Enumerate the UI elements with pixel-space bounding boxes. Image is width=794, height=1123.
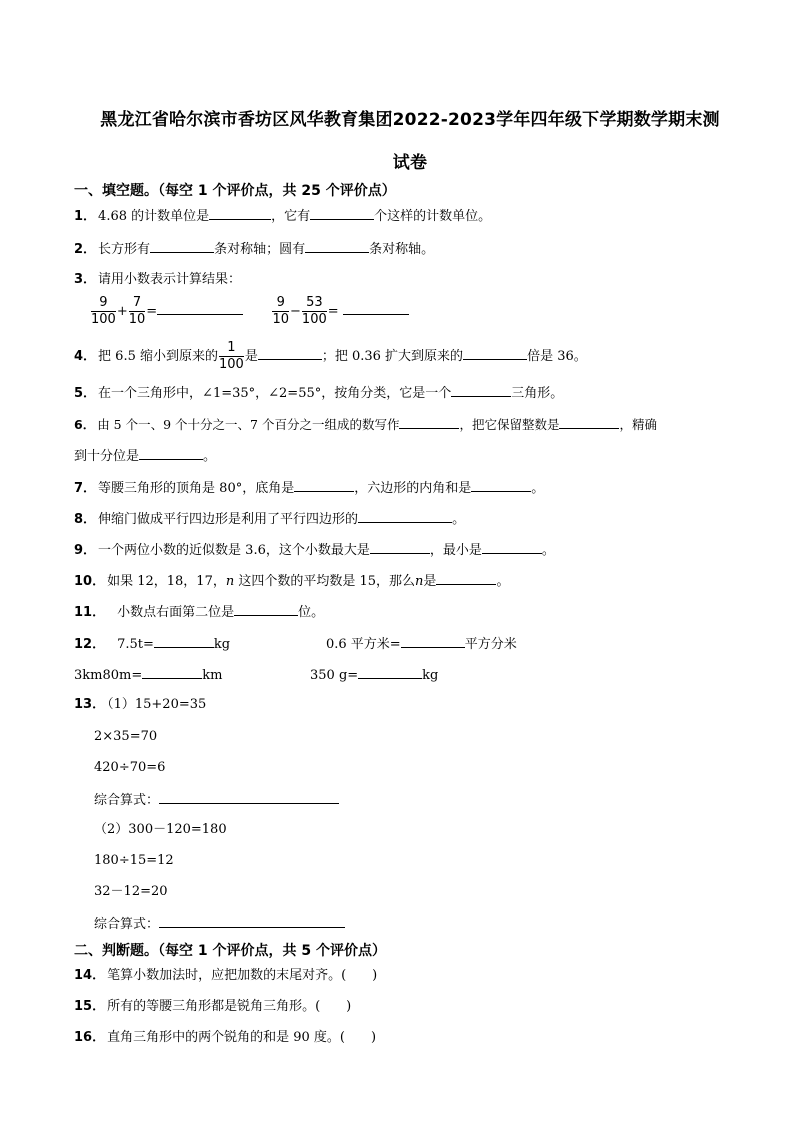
- question-13: [74, 695, 206, 715]
- question-number: 2．: [74, 242, 97, 257]
- question-12: [74, 633, 230, 655]
- question-text: 倍是 36。: [527, 349, 587, 364]
- minus-sign: −: [290, 304, 301, 319]
- question-text: 条对称轴；圆有: [214, 242, 306, 257]
- question-1: [74, 205, 491, 227]
- fraction-denominator: 100: [91, 312, 116, 327]
- question-7: [74, 477, 544, 499]
- question-text: （1）15+20=35: [107, 697, 207, 712]
- answer-blank[interactable]: [471, 477, 531, 492]
- question-text: 在一个三角形中，∠1=35°，∠2=55°，按角分类，它是一个: [98, 386, 452, 401]
- question-number: 13．: [74, 697, 106, 712]
- question-number: 12．: [74, 637, 106, 652]
- question-number: 7．: [74, 481, 97, 496]
- question-4: [74, 340, 587, 374]
- answer-blank[interactable]: [358, 664, 422, 679]
- question-text: 。: [541, 543, 555, 558]
- section-heading-true-false: 二、判断题。（每空 1 个评价点，共 5 个评价点）: [74, 943, 386, 959]
- question-text: 。: [496, 574, 510, 589]
- answer-blank[interactable]: [559, 414, 619, 429]
- question-3: [74, 270, 241, 290]
- question-text: ，六边形的内角和是: [354, 481, 472, 496]
- answer-blank[interactable]: [305, 238, 369, 253]
- question-text: 一个两位小数的近似数是 3.6，这个小数最大是: [98, 543, 370, 558]
- question-2: [74, 238, 434, 260]
- fraction-numerator: 9: [91, 295, 116, 312]
- answer-blank[interactable]: [451, 382, 511, 397]
- question-text: ，把它保留整数是: [459, 417, 560, 432]
- question-number: 10．: [74, 574, 106, 589]
- question-text: 。: [203, 449, 217, 464]
- answer-blank[interactable]: [436, 570, 496, 585]
- question-text: 是: [244, 349, 258, 364]
- unit-label: km: [202, 668, 223, 683]
- calc-step: 420÷70=6: [94, 760, 166, 775]
- plus-sign: +: [116, 304, 128, 319]
- question-6: [74, 414, 657, 435]
- fraction: [129, 295, 146, 328]
- question-text: 到十分位是: [74, 449, 140, 464]
- question-number: 6．: [74, 417, 96, 432]
- question-text: ；把 0.36 扩大到原来的: [321, 349, 464, 364]
- question-text: 位。: [298, 605, 325, 620]
- fraction: [272, 295, 289, 328]
- question-6-continued: [74, 445, 216, 467]
- question-12-part-d: [310, 664, 438, 686]
- fraction-numerator: 7: [129, 295, 146, 312]
- calc-step: 2×35=70: [94, 729, 158, 744]
- fraction-numerator: 1: [219, 340, 244, 357]
- answer-blank[interactable]: [399, 414, 459, 429]
- question-14: [74, 966, 377, 986]
- equals-sign: =: [146, 304, 158, 319]
- question-12-part-b: [326, 633, 517, 655]
- answer-blank[interactable]: [482, 539, 542, 554]
- page-title-continued: 试卷: [392, 153, 428, 173]
- question-15: [74, 997, 351, 1017]
- question-text: 4.68 的计数单位是: [98, 209, 210, 224]
- fraction-denominator: 100: [301, 312, 327, 327]
- combined-formula-line: [94, 913, 345, 935]
- answer-blank[interactable]: [150, 238, 214, 253]
- question-text: 350 g=: [310, 668, 359, 683]
- question-text: ，它有: [271, 209, 311, 224]
- answer-blank[interactable]: [401, 633, 465, 648]
- question-text: 三角形。: [511, 386, 564, 401]
- question-text: 长方形有: [98, 242, 151, 257]
- question-text: 等腰三角形的顶角是 80°，底角是: [98, 481, 295, 496]
- question-10: [74, 570, 509, 592]
- question-number: 4．: [74, 349, 97, 364]
- answer-blank[interactable]: [463, 345, 527, 360]
- question-number: 14．: [74, 968, 106, 983]
- answer-blank[interactable]: [310, 205, 374, 220]
- fraction: [91, 295, 116, 328]
- section-heading-fill-blank: 一、填空题。（每空 1 个评价点，共 25 个评价点）: [74, 183, 396, 199]
- fraction: [302, 295, 327, 328]
- fraction-denominator: 10: [128, 312, 146, 327]
- answer-blank[interactable]: [370, 539, 430, 554]
- question-text: 3km80m=: [74, 668, 143, 683]
- question-number: 15．: [74, 999, 106, 1014]
- answer-blank[interactable]: [157, 300, 243, 315]
- question-text: 由 5 个一、9 个十分之一、7 个百分之一组成的数写作: [97, 417, 400, 432]
- question-text: ，最小是: [429, 543, 482, 558]
- fraction-denominator: 100: [219, 357, 244, 372]
- question-text: ，精确: [619, 417, 657, 432]
- question-number: 5．: [74, 386, 97, 401]
- question-number: 1．: [74, 209, 97, 224]
- answer-blank[interactable]: [234, 601, 298, 616]
- question-text: 伸缩门做成平行四边形是利用了平行四边形的: [98, 512, 359, 527]
- page-title: 黑龙江省哈尔滨市香坊区风华教育集团2022-2023学年四年级下学期数学期末测: [100, 110, 720, 130]
- question-12-part-c: [74, 664, 222, 686]
- question-number: 11．: [74, 605, 106, 620]
- answer-blank[interactable]: [358, 508, 452, 523]
- answer-blank[interactable]: [258, 345, 322, 360]
- question-text: 综合算式：: [94, 917, 160, 932]
- variable-n: n: [415, 574, 424, 589]
- question-text: 个这样的计数单位。: [374, 209, 492, 224]
- calc-step: 180÷15=12: [94, 853, 174, 868]
- question-text: 小数点右面第二位是: [117, 605, 235, 620]
- answer-blank[interactable]: [154, 633, 214, 648]
- answer-blank[interactable]: [142, 664, 202, 679]
- unit-label: kg: [422, 668, 439, 683]
- answer-blank[interactable]: [294, 477, 354, 492]
- question-text: 0.6 平方米=: [326, 637, 401, 652]
- question-text: 这四个数的平均数是 15，那么: [234, 574, 416, 589]
- answer-blank[interactable]: [159, 913, 345, 928]
- question-text[interactable]: 笔算小数加法时，应把加数的末尾对齐。( ): [107, 968, 378, 983]
- answer-blank[interactable]: [139, 445, 203, 460]
- question-text[interactable]: 直角三角形中的两个锐角的和是 90 度。( ): [107, 1030, 377, 1045]
- question-text: 条对称轴。: [369, 242, 435, 257]
- calc-step: （2）300－120=180: [94, 822, 227, 837]
- question-text: 。: [531, 481, 545, 496]
- answer-blank[interactable]: [343, 300, 409, 315]
- question-text: 如果 12，18，17，: [107, 574, 226, 589]
- question-16: [74, 1028, 376, 1048]
- question-text: 。: [452, 512, 466, 527]
- variable-n: n: [225, 574, 235, 589]
- fraction-denominator: 10: [272, 312, 290, 327]
- equals-sign: =: [327, 304, 339, 319]
- unit-label: kg: [213, 637, 231, 652]
- unit-label: 平方分米: [464, 637, 517, 652]
- question-8: [74, 508, 465, 530]
- question-text: 综合算式：: [94, 793, 160, 808]
- question-number: 16．: [74, 1030, 106, 1045]
- question-9: [74, 539, 555, 561]
- question-text: 请用小数表示计算结果：: [98, 272, 242, 287]
- question-number: 8．: [74, 512, 97, 527]
- fraction: [219, 340, 244, 373]
- question-text: 把 6.5 缩小到原来的: [98, 349, 218, 364]
- combined-formula-line: [94, 789, 339, 811]
- calc-step: 32－12=20: [94, 884, 168, 899]
- question-5: [74, 382, 563, 404]
- question-11: [74, 601, 324, 623]
- answer-blank[interactable]: [209, 205, 271, 220]
- answer-blank[interactable]: [159, 789, 339, 804]
- question-3-expressions: [90, 295, 409, 329]
- fraction-numerator: 53: [302, 295, 327, 312]
- fraction-numerator: 9: [272, 295, 289, 312]
- question-number: 3．: [74, 272, 97, 287]
- question-text: 7.5t=: [117, 637, 154, 652]
- question-number: 9．: [74, 543, 97, 558]
- question-text[interactable]: 所有的等腰三角形都是锐角三角形。( ): [107, 999, 352, 1014]
- question-text: 是: [423, 574, 437, 589]
